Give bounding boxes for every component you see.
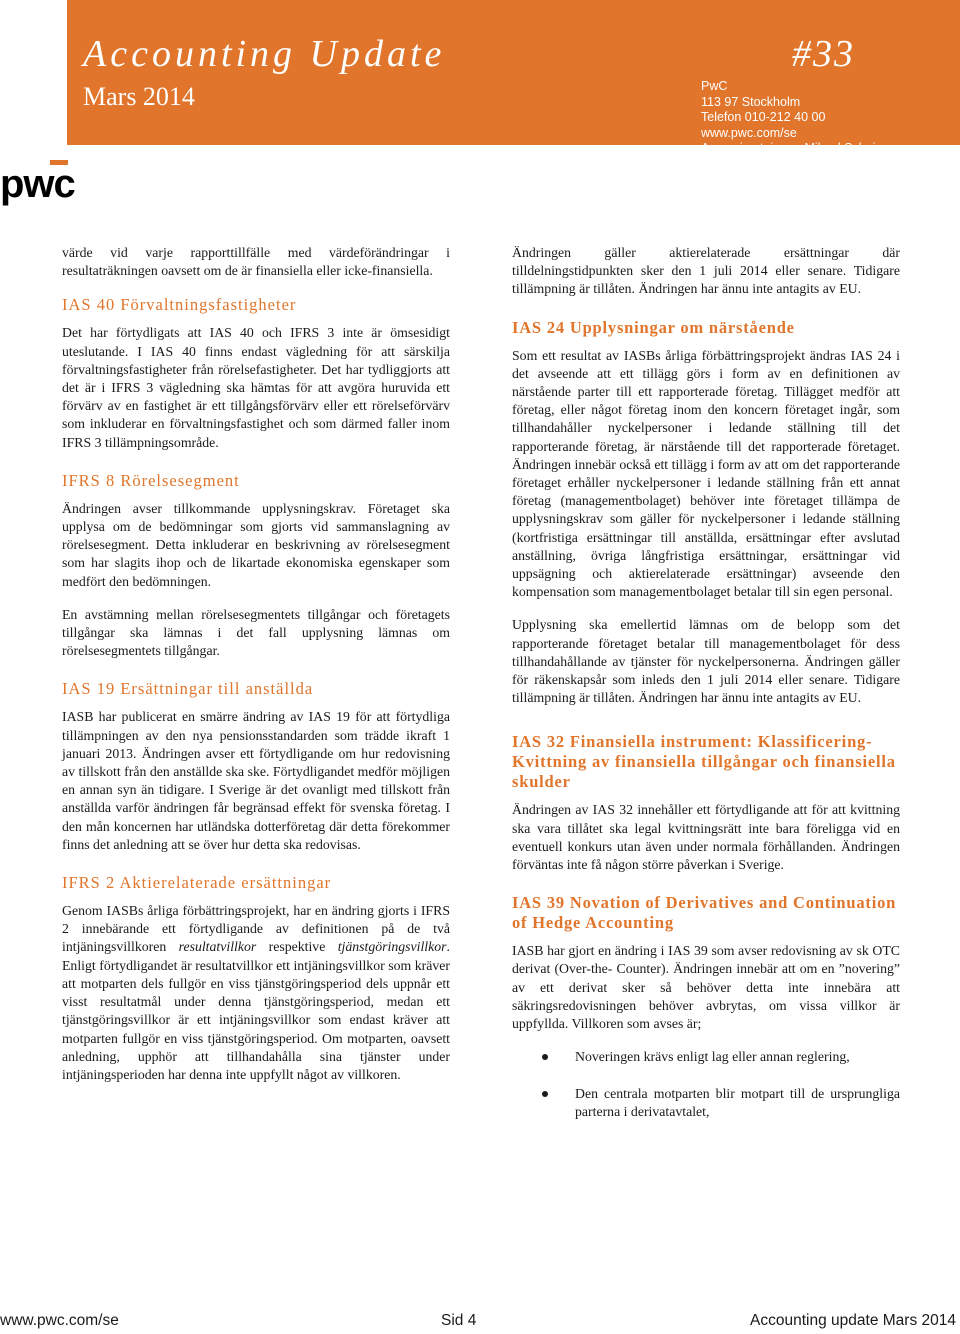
- paragraph: IASB har gjort en ändring i IAS 39 som avser redovisning av sk OTC derivat (Over-the- Counter). Ändringen innebär att om en ”novering” av ett derivat sker så behöver detta inte innebära att säkringsredovisningen behöver avbrytas, om vissa villkor är uppfyllda. Villkoren som avses är;: [512, 943, 900, 1032]
- contact-phone: Telefon 010-212 40 00: [701, 110, 826, 125]
- section-heading-ias39: IAS 39 Novation of Derivatives and Continuation of Hedge Accounting: [512, 893, 897, 933]
- issue-number: #33: [792, 33, 855, 75]
- right-column: [512, 244, 900, 1139]
- contact-company: PwC: [701, 79, 728, 93]
- header-banner: [67, 0, 960, 156]
- bullet-icon: [542, 1054, 548, 1060]
- paragraph: Ändringen av IAS 32 innehåller ett förtydligande att för att kvittning ska vara tillåtet ska legal kvittningsrätt inte bara föreligga vid en eventuell konkurs utan även under normala förhållanden. Ändringen förväntas inte få någon större påverkan i Sverige.: [512, 802, 900, 873]
- section-heading-ifrs8: IFRS 8 Rörelsesegment: [62, 470, 240, 490]
- paragraph: Som ett resultat av IASBs årliga förbättringsprojekt ändras IAS 24 i det avseende att ett tillägg görs i form av en definitionen av närstående parter till ett rapporterade företag. Tillägget medför att företag, eller något företag inom den koncern företaget ingår, som tillhandahåller nyckelpersoner i ledande ställning till det rapporterande företag, är närstående till det rapporterade företaget. Ändringen innebär också ett tillägg i form av att om det rapporterande företaget erhåller nyckelpersoner i ledande ställning från ett annat företag (managementbolaget) behöver inte företaget tillämpa de upplysningskrav som gäller för nyckelpersoner i ledande ställning (kortfristiga ersättningar till anställda, ersättningar efter avslutad anställning, övriga långfristiga ersättningar, ersättningar vid uppsägning och aktierelaterade ersättningar) avseende den kompensation som managementbolaget betalar till sin egen personal.: [512, 347, 900, 600]
- newsletter-title: Accounting Update: [83, 33, 446, 75]
- footer-url[interactable]: www.pwc.com/se: [0, 1312, 119, 1329]
- paragraph: IASB har publicerat en smärre ändring av IAS 19 för att förtydliga tillämpningen av den nya pensionsstandarden som trädde ikraft 1 januari 2013. Ändringen avser ett förtydligande om hur redovisning av tillskott från den anställde ska ske. Förtydligandet medför möjligen en annan syn än tidigare. I Sverige är det ovanligt med tillskott från anställda varför ändringen får begränsad effekt för svenska företag. I den mån koncernen har utländska dotterföretag där detta förekommer finns det anledning att se över hur detta ska redovisas.: [62, 709, 450, 852]
- paragraph: värde vid varje rapporttillfälle med värdeförändringar i resultaträkningen oavsett om de är finansiella eller icke-finansiella.: [62, 245, 450, 279]
- list-item: Noveringen krävs enligt lag eller annan reglering,: [512, 1048, 900, 1066]
- section-heading-ifrs2: IFRS 2 Aktierelaterade ersättningar: [62, 873, 332, 893]
- paragraph: Upplysning ska emellertid lämnas om de belopp som det rapporterande företaget betalar till managementbolaget för dess tillhandahållande av tjänster för nyckelpersonerna. Ändringen gäller för räkenskapsår som inleds den 1 juli 2014 eller senare. Tidigare tillämpning är tillåten. Ändringen har ännu inte antagits av EU.: [512, 617, 900, 706]
- paragraph: Genom IASBs årliga förbättringsprojekt, har en ändring gjorts i IFRS 2 innebärande ett förtydligande av definitionen på de två intjäningsvillkoren resultatvillkor respektive tjänstgöringsvillkor. Enligt förtydligandet är resultatvillkor ett intjäningsvillkor som kräver att motparten dels fullgör en viss tjänstgöringsperiod dels uppnår ett visst resultatmål under denna tjänstgöringsperiod, medan ett tjänstgöringsvillkor är ett intjäningsvillkor som endast kräver att motparten fullgör en viss tjänstgöringsperiod. Om motparten, oavsett anledning, upphör att tillhandahålla sina tjänster under intjäningsperioden har denna inte uppfyllt något av villkoren.: [62, 903, 450, 1082]
- list-item: Den centrala motparten blir motpart till de ursprungliga parterna i derivatavtalet,: [512, 1085, 900, 1121]
- contact-block: [701, 79, 882, 157]
- section-heading-ias40: IAS 40 Förvaltningsfastigheter: [62, 295, 297, 315]
- section-heading-ias32: IAS 32 Finansiella instrument: Klassificering- Kvittning av finansiella tillgångar och finansiella skulder: [512, 732, 896, 792]
- section-heading-ias24: IAS 24 Upplysningar om närstående: [512, 317, 795, 337]
- issue-date: Mars 2014: [83, 82, 195, 111]
- pwc-logo: pwc: [0, 162, 75, 206]
- page-number: Sid 4: [441, 1312, 477, 1329]
- section-heading-ias19: IAS 19 Ersättningar till anställda: [62, 679, 314, 699]
- paragraph: En avstämning mellan rörelsesegmentets tillgångar och företagets tillgångar ska lämnas i det fall upplysning lämnas om rörelsesegmentets tillgångar.: [62, 606, 450, 659]
- contact-website[interactable]: www.pwc.com/se: [701, 125, 797, 140]
- paragraph: Det har förtydligats att IAS 40 och IFRS 3 inte är ömsesidigt uteslutande. I IAS 40 finns endast vägledning för att särskilja förvaltningsfastigheter från rörelsefastigheter. Det har tydliggjorts att det är i IFRS 3 vägledning ska hämtas för att avgöra huruvida ett förvärv av en fastighet är ett tillgångsförvärv eller ett rörelseförvärv som inkluderar en förvaltningsfastighet och som därmed faller inom IFRS 3 tillämpningsområde.: [62, 325, 450, 450]
- left-column: [62, 244, 450, 1099]
- bullet-icon: [542, 1091, 548, 1097]
- paragraph: Ändringen avser tillkommande upplysningskrav. Företaget ska upplysa om de bedömningar som gjorts vid sammanslagning av rörelsesegment. Detta inkluderar en beskrivning av rörelsesegment som har slagits ihop och de likartade ekonomiska egenskaper som medfört den bedömningen.: [62, 500, 450, 589]
- page-footer: [0, 1312, 960, 1332]
- footer-title: Accounting update Mars 2014: [750, 1312, 956, 1329]
- contact-publisher: Ansvarig utgivare: Mikael Scheja: [701, 141, 883, 156]
- contact-address: 113 97 Stockholm: [701, 94, 801, 109]
- paragraph: Ändringen gäller aktierelaterade ersättningar där tilldelningstidpunkten sker den 1 juli 2014 eller senare. Tidigare tillämpning är tillåten. Ändringen har ännu inte antagits av EU.: [512, 245, 900, 297]
- conditions-list: [512, 1048, 900, 1121]
